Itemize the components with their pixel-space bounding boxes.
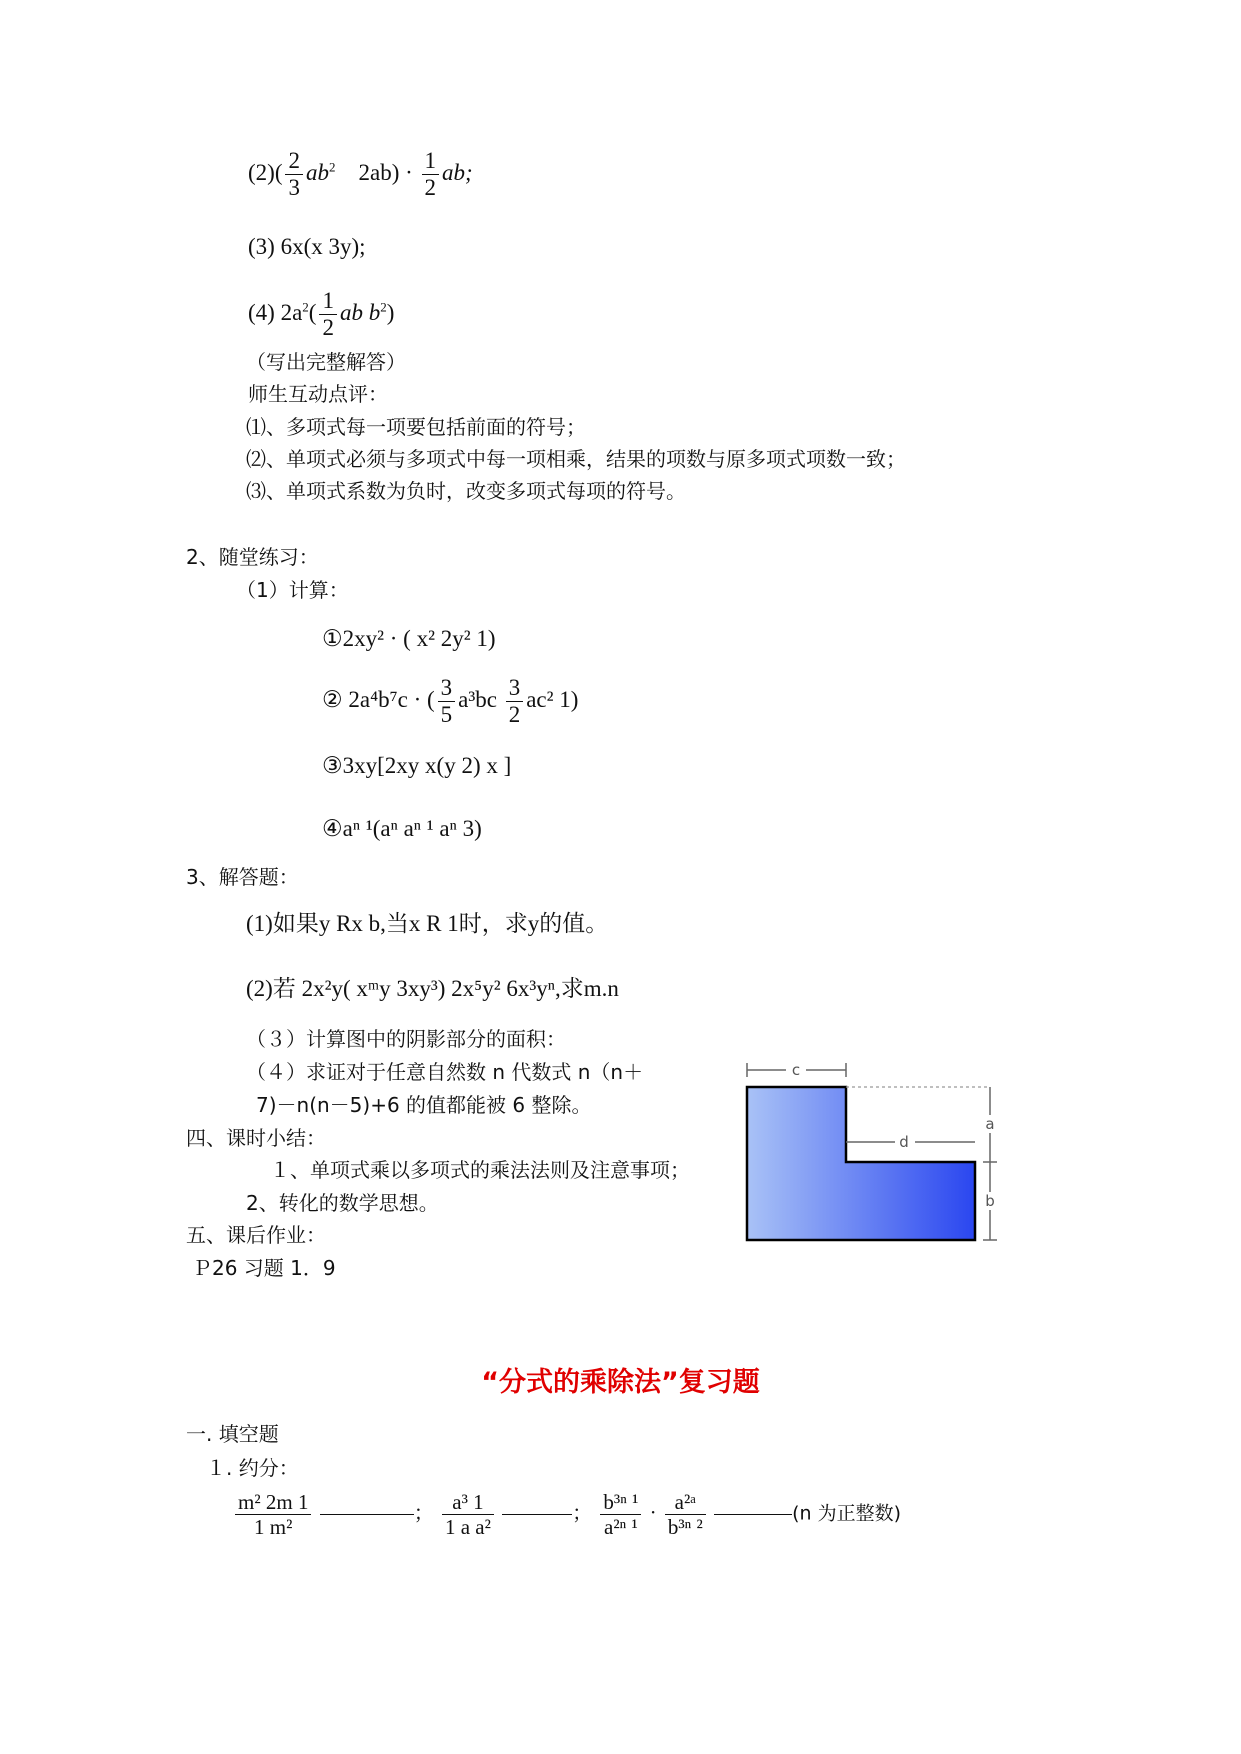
question-1: (1)如果y Rx b,当x R 1时，求y的值。 bbox=[246, 911, 609, 936]
problem-3: (3) 6x(x 3y); bbox=[248, 234, 366, 259]
summary-heading: 四、课时小结： bbox=[186, 1126, 326, 1150]
practice-heading: 2、随堂练习： bbox=[186, 545, 319, 569]
section-title: “分式的乘除法”复习题 bbox=[481, 1367, 760, 1398]
practice-exercise-3: ③3xy[2xy x(y 2) x ] bbox=[322, 753, 512, 778]
answers-heading: 3、解答题： bbox=[186, 865, 299, 889]
question-4-line-1: （４）求证对于任意自然数 n 代数式 n（n＋ bbox=[246, 1060, 644, 1084]
answer-blank-2[interactable] bbox=[502, 1514, 572, 1515]
item-1-heading: １. 约分： bbox=[206, 1456, 299, 1480]
summary-item-2: 2、转化的数学思想。 bbox=[246, 1191, 439, 1215]
label-c: c bbox=[791, 1061, 801, 1079]
review-point-1: ⑴、多项式每一项要包括前面的符号； bbox=[246, 415, 586, 439]
label-a: a bbox=[985, 1115, 995, 1133]
review-point-2: ⑵、单项式必须与多项式中每一项相乘，结果的项数与原多项式项数一致； bbox=[246, 447, 906, 471]
fraction-row: $\frac{\text{m² 2m 1}}{\text{1 m²}}$ ； $\frac{\text{a³ 1}}{\text{1 a a²}}$ ； $\frac{\text{b³ⁿ ¹}}{\text{a²ⁿ ¹}}$ · $\frac{\text{a²ᵃ}}{\text{b³ⁿ ²}}$ (n 为正整数) bbox=[232, 1490, 901, 1539]
fraction-3a: $\frac{\text{b³ⁿ ¹}}{\text{a²ⁿ ¹}}$ bbox=[600, 1490, 641, 1539]
practice-sub: （1）计算： bbox=[236, 578, 349, 602]
label-b: b bbox=[985, 1192, 995, 1210]
fill-blank-heading: 一. 填空题 bbox=[186, 1422, 279, 1446]
practice-exercise-2: ② 2a⁴b⁷c · ( $\frac{3}{5}$ a³bc $\frac{3}{2}$ ac² 1) bbox=[322, 675, 579, 728]
question-2: (2)若 2x²y( xᵐy 3xy³) 2x⁵y² 6x³yⁿ,求m.n bbox=[246, 976, 619, 1001]
complete-answer-note: （写出完整解答） bbox=[246, 350, 406, 374]
problem-4: (4) $2a^2$( $\frac{1}{2}$ ab $b^2$) bbox=[248, 288, 395, 341]
fraction-2: $\frac{\text{a³ 1}}{\text{1 a a²}}$ bbox=[442, 1490, 494, 1539]
homework-heading: 五、课后作业： bbox=[186, 1223, 326, 1247]
review-point-3: ⑶、单项式系数为负时，改变多项式每项的符号。 bbox=[246, 479, 686, 503]
label-d: d bbox=[899, 1133, 909, 1151]
homework-item: Ｐ26 习题 1．9 bbox=[192, 1256, 336, 1280]
practice-exercise-1: ①2xy² · ( x² 2y² 1) bbox=[322, 626, 496, 651]
fraction-3b: $\frac{\text{a²ᵃ}}{\text{b³ⁿ ²}}$ bbox=[665, 1490, 706, 1539]
answer-blank-3[interactable] bbox=[714, 1514, 792, 1515]
shaded-area-figure bbox=[740, 1050, 1000, 1250]
l-shape bbox=[747, 1087, 975, 1240]
review-title: 师生互动点评： bbox=[248, 382, 388, 406]
summary-item-1: １、单项式乘以多项式的乘法法则及注意事项； bbox=[270, 1158, 690, 1182]
question-4-line-2: 7)－n(n－5)+6 的值都能被 6 整除。 bbox=[256, 1093, 592, 1117]
problem-2: (2)( $\frac{2}{3}$ $ab^2$ 2ab) · $\frac{1}{2}$ ab; bbox=[248, 148, 473, 201]
answer-blank-1[interactable] bbox=[320, 1514, 414, 1515]
practice-exercise-4: ④aⁿ ¹(aⁿ aⁿ ¹ aⁿ 3) bbox=[322, 816, 482, 841]
question-3: （３）计算图中的阴影部分的面积： bbox=[246, 1027, 566, 1051]
fraction-1: $\frac{\text{m² 2m 1}}{\text{1 m²}}$ bbox=[235, 1490, 311, 1539]
